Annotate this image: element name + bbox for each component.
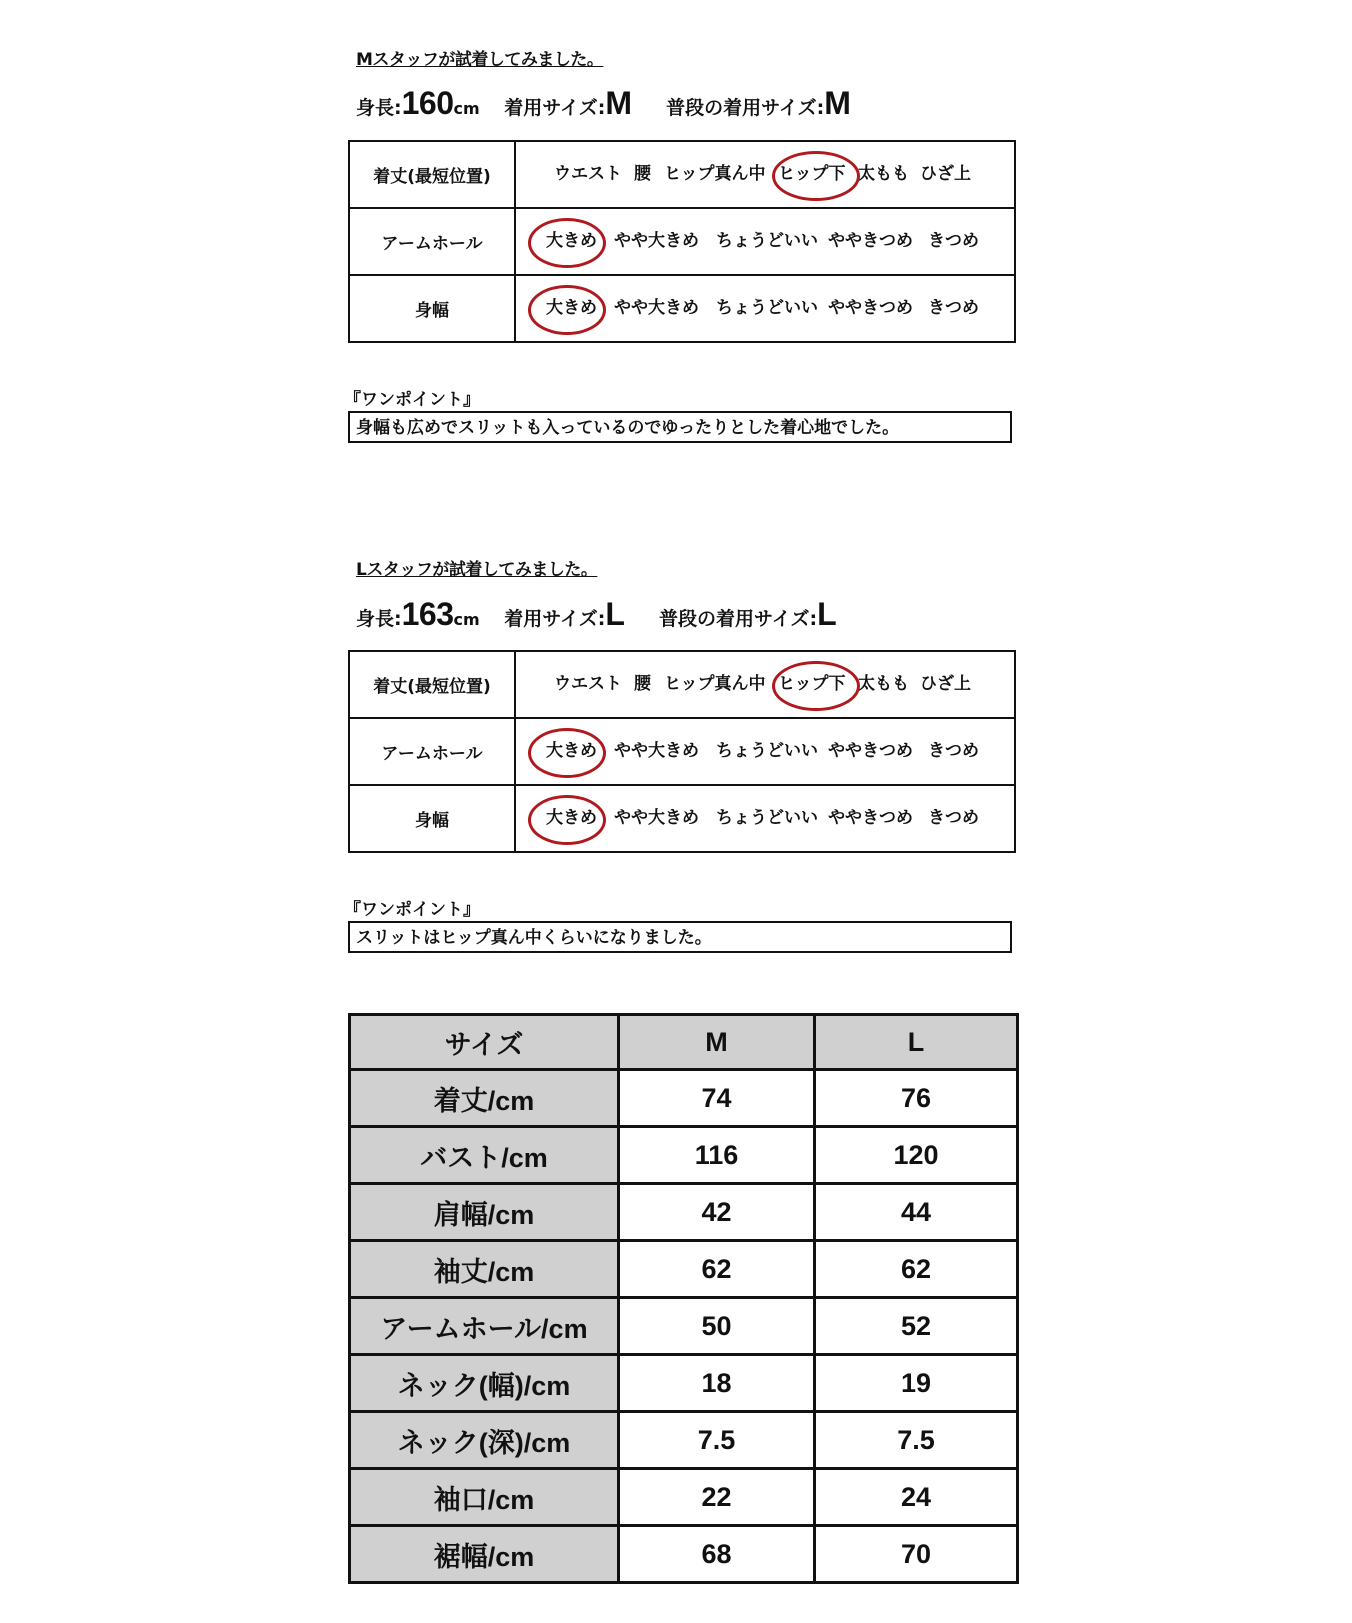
fit-option: ややきつめ [828, 808, 913, 828]
fit-option: ややきつめ [828, 741, 913, 761]
fit-row-label: アームホール [349, 208, 515, 275]
fit-option-selected: 大きめ [546, 231, 597, 251]
selection-circle [528, 728, 606, 778]
size-row [350, 1298, 1018, 1355]
selection-circle [772, 661, 860, 711]
size-row [350, 1127, 1018, 1184]
size-table [348, 1013, 1019, 1584]
selection-circle [528, 218, 606, 268]
usual-size-label: 普段の着用サイズ: [659, 608, 818, 630]
size-value-l: 76 [815, 1070, 1018, 1127]
fit-option-selected: ヒップ下 [778, 164, 846, 184]
fit-row-armhole [349, 208, 1015, 275]
size-header-label: サイズ [350, 1015, 619, 1070]
staff-m-onepoint-title: 『ワンポイント』 [344, 390, 480, 410]
fit-option: やや大きめ [614, 741, 699, 761]
size-value-m: 116 [619, 1127, 815, 1184]
fit-option: ちょうどいい [716, 808, 818, 828]
selection-circle [528, 795, 606, 845]
usual-size-label: 普段の着用サイズ: [666, 97, 825, 119]
size-value-l: 120 [815, 1127, 1018, 1184]
fit-row-label: 着丈(最短位置) [349, 141, 515, 208]
size-value-m: 7.5 [619, 1412, 815, 1469]
size-value-l: 24 [815, 1469, 1018, 1526]
size-row-label: ネック(幅)/cm [350, 1355, 619, 1412]
fit-row-length [349, 651, 1015, 718]
size-value-m: 68 [619, 1526, 815, 1583]
staff-l-heading: Lスタッフが試着してみました。 [356, 560, 598, 580]
size-value-l: 44 [815, 1184, 1018, 1241]
fit-option-selected: 大きめ [546, 298, 597, 318]
size-row-label: アームホール/cm [350, 1298, 619, 1355]
size-row-label: 着丈/cm [350, 1070, 619, 1127]
height-value: 163 [401, 596, 454, 632]
size-header-l: L [815, 1015, 1018, 1070]
size-value-m: 62 [619, 1241, 815, 1298]
selection-circle [528, 285, 606, 335]
height-unit: cm [453, 610, 480, 629]
fit-option: やや大きめ [614, 808, 699, 828]
size-row-label: 袖口/cm [350, 1469, 619, 1526]
size-value-m: 42 [619, 1184, 815, 1241]
fit-option: ヒップ真ん中 [664, 164, 766, 184]
fit-option: ウエスト [554, 164, 622, 184]
height-label: 身長: [356, 608, 402, 630]
size-row-label: 肩幅/cm [350, 1184, 619, 1241]
size-header-m: M [619, 1015, 815, 1070]
fit-option-selected: 大きめ [546, 808, 597, 828]
size-row [350, 1469, 1018, 1526]
fit-option: 腰 [634, 674, 651, 694]
fit-row-length [349, 141, 1015, 208]
size-value-m: 18 [619, 1355, 815, 1412]
fit-option: きつめ [928, 808, 979, 828]
size-row [350, 1241, 1018, 1298]
fit-row-armhole [349, 718, 1015, 785]
fit-option: やや大きめ [614, 231, 699, 251]
size-value-l: 62 [815, 1241, 1018, 1298]
size-row [350, 1412, 1018, 1469]
size-value: L [605, 596, 625, 632]
fit-row-label: 身幅 [349, 785, 515, 852]
staff-l-onepoint-title: 『ワンポイント』 [344, 900, 480, 920]
size-row [350, 1184, 1018, 1241]
fit-option: やや大きめ [614, 298, 699, 318]
size-value-m: 22 [619, 1469, 815, 1526]
fit-option: 太もも [858, 164, 909, 184]
height-unit: cm [453, 99, 480, 118]
fit-option: ややきつめ [828, 298, 913, 318]
fit-option: ウエスト [554, 674, 622, 694]
size-row [350, 1070, 1018, 1127]
fit-option: きつめ [928, 741, 979, 761]
staff-l-stats [356, 596, 836, 633]
staff-m-fit-table [348, 140, 1016, 343]
fit-row-label: 着丈(最短位置) [349, 651, 515, 718]
size-row-label: 袖丈/cm [350, 1241, 619, 1298]
size-value-m: 74 [619, 1070, 815, 1127]
fit-option: ひざ上 [920, 164, 971, 184]
fit-option: 腰 [634, 164, 651, 184]
usual-size-value: M [824, 85, 851, 121]
size-row-label: バスト/cm [350, 1127, 619, 1184]
size-value-l: 52 [815, 1298, 1018, 1355]
size-value-l: 19 [815, 1355, 1018, 1412]
fit-option: きつめ [928, 231, 979, 251]
staff-l-fit-table [348, 650, 1016, 853]
size-value-l: 7.5 [815, 1412, 1018, 1469]
usual-size-value: L [817, 596, 837, 632]
size-value-m: 50 [619, 1298, 815, 1355]
fit-option: ちょうどいい [716, 741, 818, 761]
selection-circle [772, 151, 860, 201]
fit-row-width [349, 785, 1015, 852]
staff-m-onepoint-text: 身幅も広めでスリットも入っているのでゆったりとした着心地でした。 [348, 411, 1012, 443]
size-value-l: 70 [815, 1526, 1018, 1583]
size-table-header [350, 1015, 1018, 1070]
fit-row-label: 身幅 [349, 275, 515, 342]
fit-option: ひざ上 [920, 674, 971, 694]
fit-option: ちょうどいい [716, 231, 818, 251]
size-row-label: 裾幅/cm [350, 1526, 619, 1583]
staff-m-heading: Mスタッフが試着してみました。 [356, 50, 604, 70]
fit-option: 太もも [858, 674, 909, 694]
fit-option: ちょうどいい [716, 298, 818, 318]
size-label: 着用サイズ: [504, 97, 606, 119]
fit-option: ややきつめ [828, 231, 913, 251]
fit-option: ヒップ真ん中 [664, 674, 766, 694]
fit-row-width [349, 275, 1015, 342]
staff-m-stats [356, 85, 850, 122]
size-row [350, 1526, 1018, 1583]
fit-row-label: アームホール [349, 718, 515, 785]
fit-option-selected: ヒップ下 [778, 674, 846, 694]
size-row [350, 1355, 1018, 1412]
size-value: M [605, 85, 632, 121]
fit-option: きつめ [928, 298, 979, 318]
height-value: 160 [401, 85, 454, 121]
fit-option-selected: 大きめ [546, 741, 597, 761]
size-label: 着用サイズ: [504, 608, 606, 630]
height-label: 身長: [356, 97, 402, 119]
size-row-label: ネック(深)/cm [350, 1412, 619, 1469]
staff-l-onepoint-text: スリットはヒップ真ん中くらいになりました。 [348, 921, 1012, 953]
